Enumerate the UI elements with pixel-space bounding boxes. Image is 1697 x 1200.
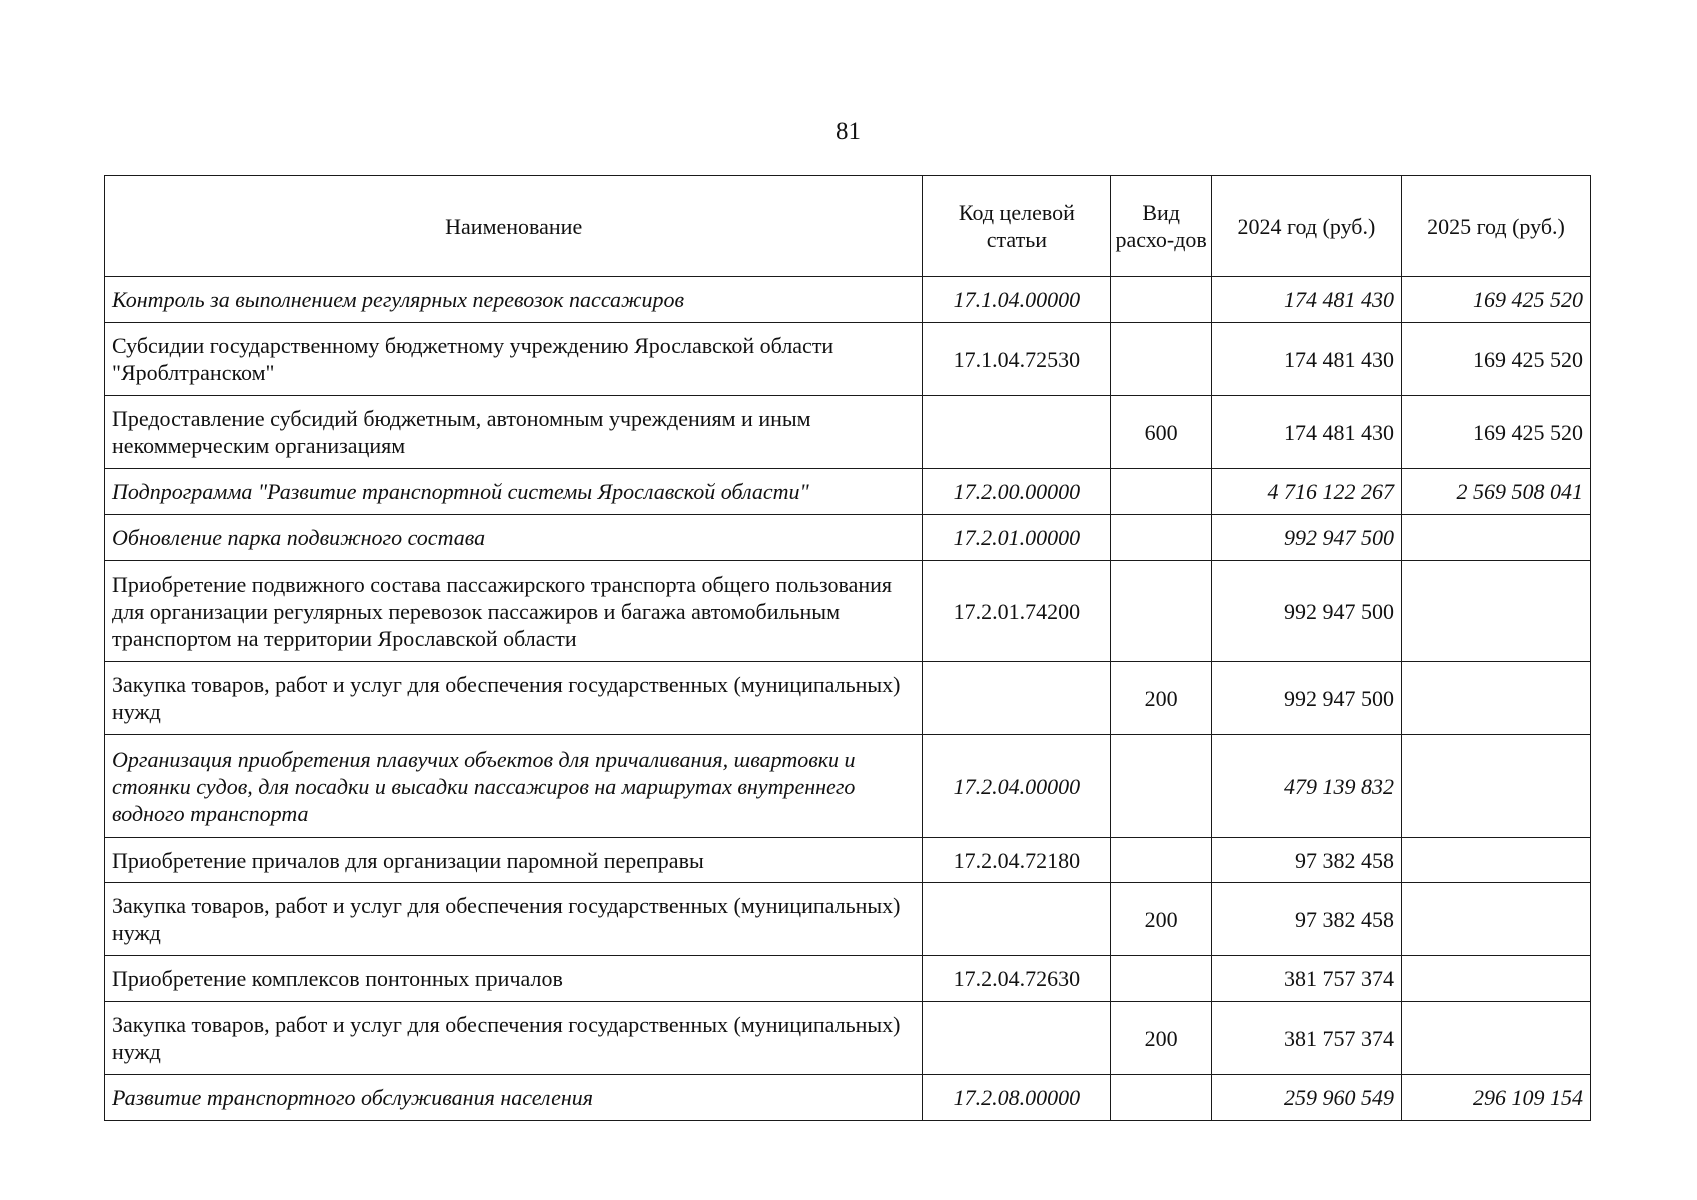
row-name: Предоставление субсидий бюджетным, автономным учреждениям и иным некоммерческим организациям xyxy=(105,396,923,469)
row-expense-type xyxy=(1111,323,1212,396)
row-amount-2024: 259 960 549 xyxy=(1211,1075,1401,1121)
row-expense-type xyxy=(1111,838,1212,883)
page-number: 81 xyxy=(836,118,861,145)
row-amount-2025 xyxy=(1401,561,1590,662)
table-row xyxy=(105,1075,1591,1121)
table-row xyxy=(105,735,1591,838)
row-expense-type xyxy=(1111,735,1212,838)
row-name: Организация приобретения плавучих объектов для причаливания, швартовки и стоянки судов, для посадки и высадки пассажиров на маршрутах внутреннего водного транспорта xyxy=(105,735,923,838)
table-body xyxy=(105,277,1591,1121)
budget-table xyxy=(104,175,1591,1121)
row-expense-type: 600 xyxy=(1111,396,1212,469)
row-amount-2025 xyxy=(1401,662,1590,735)
row-code: 17.1.04.72530 xyxy=(923,323,1111,396)
row-amount-2024: 97 382 458 xyxy=(1211,838,1401,883)
row-code: 17.2.04.00000 xyxy=(923,735,1111,838)
table-row xyxy=(105,1002,1591,1075)
table-row xyxy=(105,883,1591,956)
table-row xyxy=(105,396,1591,469)
header-code: Код целевой статьи xyxy=(923,176,1111,277)
row-name: Обновление парка подвижного состава xyxy=(105,515,923,561)
row-expense-type: 200 xyxy=(1111,1002,1212,1075)
row-amount-2025 xyxy=(1401,735,1590,838)
row-amount-2025: 169 425 520 xyxy=(1401,277,1590,323)
row-amount-2025: 169 425 520 xyxy=(1401,323,1590,396)
header-year-2024: 2024 год (руб.) xyxy=(1211,176,1401,277)
header-row xyxy=(105,176,1591,277)
row-code xyxy=(923,1002,1111,1075)
row-code: 17.2.08.00000 xyxy=(923,1075,1111,1121)
row-expense-type xyxy=(1111,561,1212,662)
table-row xyxy=(105,323,1591,396)
row-code: 17.2.01.74200 xyxy=(923,561,1111,662)
row-name: Приобретение подвижного состава пассажирского транспорта общего пользования для организации регулярных перевозок пассажиров и багажа автомобильным транспортом на территории Ярославской области xyxy=(105,561,923,662)
table-row xyxy=(105,662,1591,735)
row-expense-type xyxy=(1111,469,1212,515)
row-expense-type: 200 xyxy=(1111,662,1212,735)
row-amount-2025: 296 109 154 xyxy=(1401,1075,1590,1121)
row-expense-type xyxy=(1111,515,1212,561)
row-amount-2025 xyxy=(1401,1002,1590,1075)
row-amount-2024: 992 947 500 xyxy=(1211,561,1401,662)
header-name: Наименование xyxy=(105,176,923,277)
row-amount-2025: 169 425 520 xyxy=(1401,396,1590,469)
row-amount-2025 xyxy=(1401,838,1590,883)
header-expense-type: Вид расхо-дов xyxy=(1111,176,1212,277)
table-row xyxy=(105,561,1591,662)
row-code: 17.2.00.00000 xyxy=(923,469,1111,515)
row-code: 17.2.04.72630 xyxy=(923,956,1111,1002)
row-amount-2024: 174 481 430 xyxy=(1211,323,1401,396)
table-row xyxy=(105,838,1591,883)
row-code: 17.2.01.00000 xyxy=(923,515,1111,561)
header-year-2025: 2025 год (руб.) xyxy=(1401,176,1590,277)
row-amount-2024: 992 947 500 xyxy=(1211,515,1401,561)
table-row xyxy=(105,956,1591,1002)
row-amount-2024: 97 382 458 xyxy=(1211,883,1401,956)
row-code xyxy=(923,396,1111,469)
row-code xyxy=(923,662,1111,735)
row-amount-2024: 381 757 374 xyxy=(1211,956,1401,1002)
row-expense-type: 200 xyxy=(1111,883,1212,956)
table-row xyxy=(105,277,1591,323)
table-row xyxy=(105,515,1591,561)
row-name: Закупка товаров, работ и услуг для обеспечения государственных (муниципальных) нужд xyxy=(105,883,923,956)
row-code: 17.2.04.72180 xyxy=(923,838,1111,883)
row-code xyxy=(923,883,1111,956)
table-row xyxy=(105,469,1591,515)
row-name: Закупка товаров, работ и услуг для обеспечения государственных (муниципальных) нужд xyxy=(105,1002,923,1075)
row-name: Развитие транспортного обслуживания населения xyxy=(105,1075,923,1121)
row-amount-2024: 4 716 122 267 xyxy=(1211,469,1401,515)
row-name: Подпрограмма "Развитие транспортной системы Ярославской области" xyxy=(105,469,923,515)
row-code: 17.1.04.00000 xyxy=(923,277,1111,323)
row-expense-type xyxy=(1111,277,1212,323)
row-name: Контроль за выполнением регулярных перевозок пассажиров xyxy=(105,277,923,323)
row-expense-type xyxy=(1111,1075,1212,1121)
row-amount-2025 xyxy=(1401,883,1590,956)
row-name: Приобретение причалов для организации паромной переправы xyxy=(105,838,923,883)
row-name: Закупка товаров, работ и услуг для обеспечения государственных (муниципальных) нужд xyxy=(105,662,923,735)
row-name: Субсидии государственному бюджетному учреждению Ярославской области "Яроблтранском" xyxy=(105,323,923,396)
row-name: Приобретение комплексов понтонных причалов xyxy=(105,956,923,1002)
row-amount-2024: 992 947 500 xyxy=(1211,662,1401,735)
row-expense-type xyxy=(1111,956,1212,1002)
row-amount-2024: 174 481 430 xyxy=(1211,277,1401,323)
row-amount-2024: 174 481 430 xyxy=(1211,396,1401,469)
row-amount-2025: 2 569 508 041 xyxy=(1401,469,1590,515)
row-amount-2025 xyxy=(1401,515,1590,561)
row-amount-2024: 479 139 832 xyxy=(1211,735,1401,838)
row-amount-2024: 381 757 374 xyxy=(1211,1002,1401,1075)
row-amount-2025 xyxy=(1401,956,1590,1002)
